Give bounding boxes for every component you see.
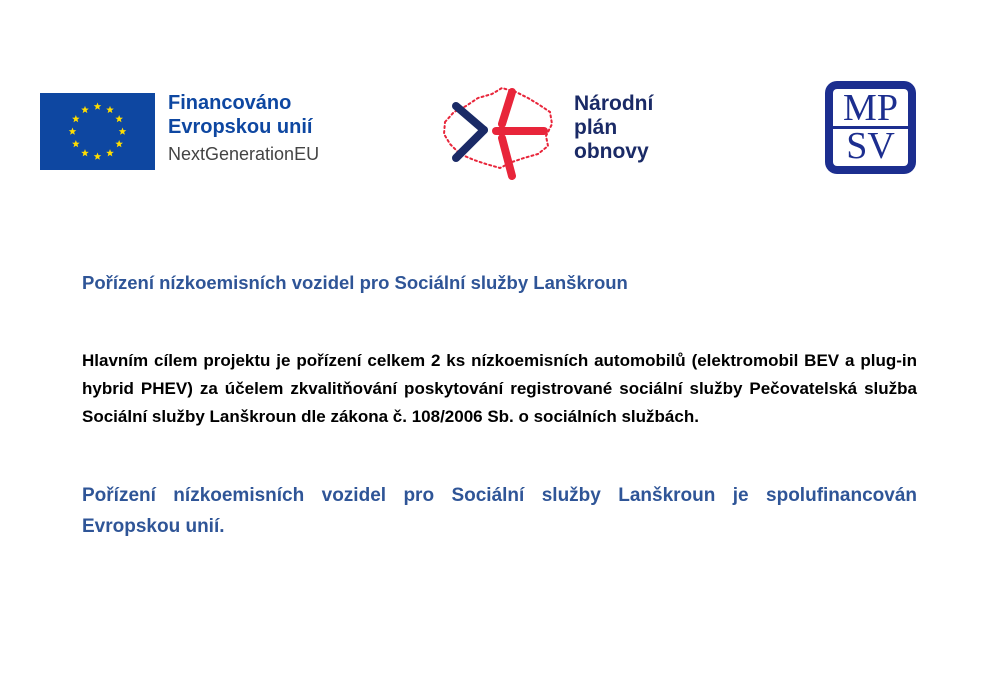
eu-star-icon	[81, 106, 89, 113]
eu-logo-line1: Financováno	[168, 92, 292, 114]
mpsv-letter-m: M	[843, 87, 877, 129]
project-title: Pořízení nízkoemisních vozidel pro Sociální služby Lanškroun	[82, 272, 628, 293]
cofinancing-note: Pořízení nízkoemisních vozidel pro Sociální služby Lanškroun je spolufinancován Evropskou unií.	[82, 485, 917, 537]
eu-logo-line2: Evropskou unií	[168, 116, 313, 138]
eu-star-icon	[94, 153, 102, 160]
eu-flag-icon	[40, 93, 155, 170]
mpsv-letter-v: V	[867, 125, 895, 167]
eu-star-icon	[115, 140, 123, 147]
npo-logo-line3: obnovy	[574, 140, 649, 163]
mpsv-logo	[825, 81, 916, 174]
eu-star-icon	[72, 140, 80, 147]
eu-star-icon	[94, 103, 102, 110]
npo-logo-line1: Národní	[574, 92, 654, 115]
eu-star-icon	[106, 106, 114, 113]
narodni-plan-obnovy-logo	[440, 84, 690, 184]
eu-star-icon	[119, 128, 127, 135]
npo-map-icon	[440, 84, 560, 184]
npo-logo-line2: plán	[574, 116, 618, 139]
eu-star-icon	[72, 115, 80, 122]
npo-logo-text	[574, 92, 653, 164]
eu-star-icon	[81, 149, 89, 156]
eu-star-icon	[115, 115, 123, 122]
logo-header	[0, 0, 996, 200]
mpsv-letter-s: S	[846, 125, 868, 167]
eu-star-icon	[69, 128, 77, 135]
eu-logo-line3: NextGenerationEU	[168, 144, 320, 164]
eu-star-icon	[106, 149, 114, 156]
eu-logo-text	[168, 91, 319, 167]
mpsv-letter-p: P	[876, 87, 898, 129]
project-description: Hlavním cílem projektu je pořízení celkem 2 ks nízkoemisních automobilů (elektromobil BEV a plug-in hybrid PHEV) za účelem zkvalitňování poskytování registrované sociální služby Pečovatelská služba Sociální služby Lanškroun dle zákona č. 108/2006 Sb. o sociálních službách.	[82, 351, 917, 426]
eu-funding-logo	[40, 93, 350, 173]
